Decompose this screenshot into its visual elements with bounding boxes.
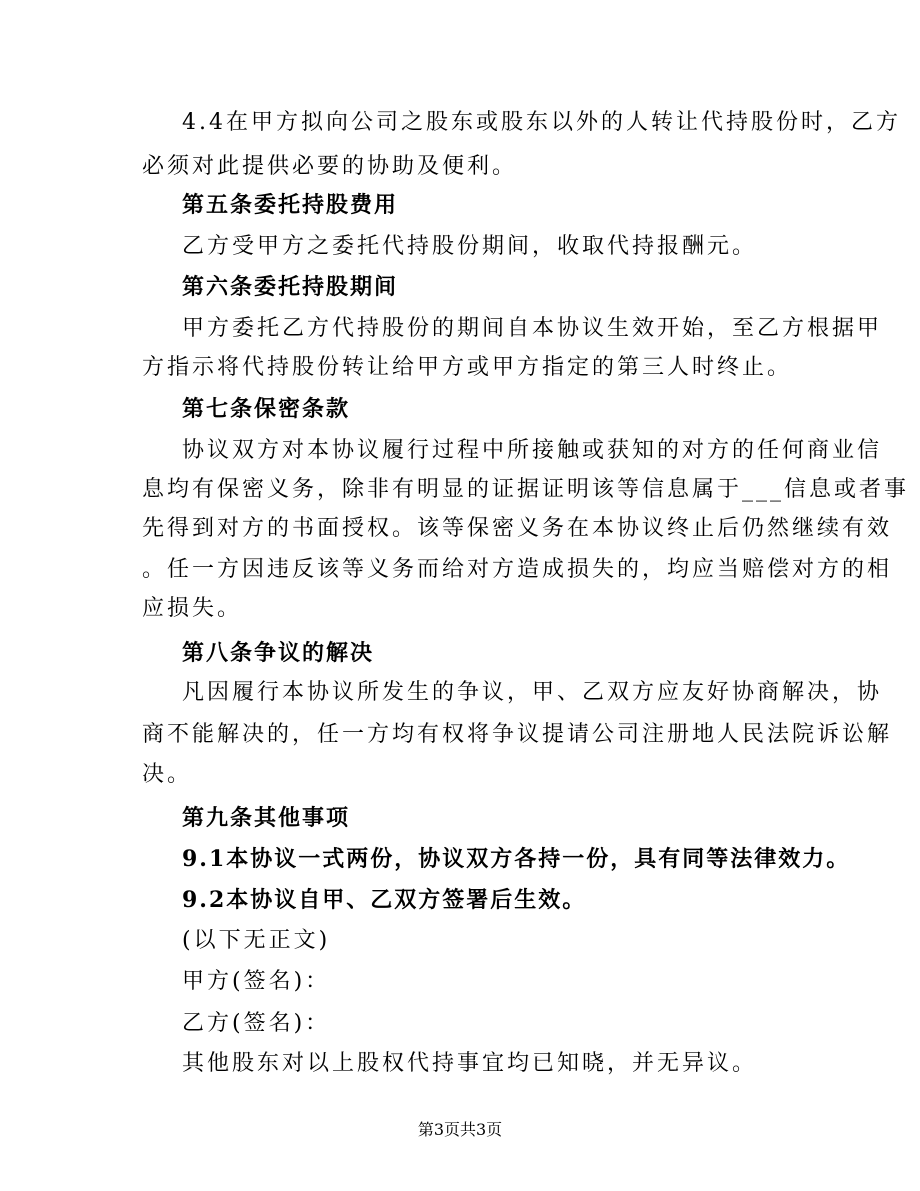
- party-a-signature-label: 甲方(签名)：: [182, 969, 331, 994]
- article-6-line-1: 甲方委托乙方代持股份的期间自本协议生效开始，至乙方根据甲: [182, 316, 883, 341]
- article-5-text: 乙方受甲方之委托代持股份期间，收取代持报酬元。: [182, 234, 758, 259]
- clause-9-2: 9.2本协议自甲、乙双方签署后生效。: [182, 887, 587, 913]
- clause-9-1: 9.1本协议一式两份，协议双方各持一份，具有同等法律效力。: [182, 846, 851, 872]
- party-b-signature-label: 乙方(签名)：: [182, 1011, 331, 1036]
- article-7-line-1: 协议双方对本协议履行过程中所接触或获知的对方的任何商业信: [182, 438, 883, 463]
- article-8-line-1: 凡因履行本协议所发生的争议，甲、乙双方应友好协商解决，协: [182, 680, 883, 705]
- article-6-line-2: 方指示将代持股份转让给甲方或甲方指定的第三人时终止。: [142, 355, 793, 380]
- article-9-heading: 第九条其他事项: [182, 805, 351, 831]
- article-7-line-5: 应损失。: [142, 596, 243, 621]
- article-8-line-2: 商不能解决的，任一方均有权将争议提请公司注册地人民法院诉讼解: [142, 722, 893, 747]
- article-7-line-3: 先得到对方的书面授权。该等保密义务在本协议终止后仍然继续有效: [142, 516, 893, 541]
- article-8-heading: 第八条争议的解决: [182, 640, 375, 666]
- no-further-text-note: (以下无正文): [182, 928, 331, 953]
- article-7-line-4: 。任一方因违反该等义务而给对方造成损失的，均应当赔偿对方的相: [142, 557, 893, 582]
- article-5-heading: 第五条委托持股费用: [182, 192, 399, 218]
- article-7-heading: 第七条保密条款: [182, 396, 351, 422]
- shareholders-acknowledgement: 其他股东对以上股权代持事宜均已知晓，并无异议。: [182, 1051, 758, 1076]
- clause-4-4-line-1: 4.4在甲方拟向公司之股东或股东以外的人转让代持股份时，乙方: [182, 110, 901, 135]
- clause-4-4-line-2: 必须对此提供必要的协助及便利。: [142, 154, 518, 179]
- article-7-line-2: 息均有保密义务，除非有明显的证据证明该等信息属于___信息或者事: [142, 477, 910, 502]
- article-6-heading: 第六条委托持股期间: [182, 274, 399, 300]
- page-number-footer: 第3页共3页: [417, 1120, 503, 1139]
- article-8-line-3: 决。: [142, 762, 193, 787]
